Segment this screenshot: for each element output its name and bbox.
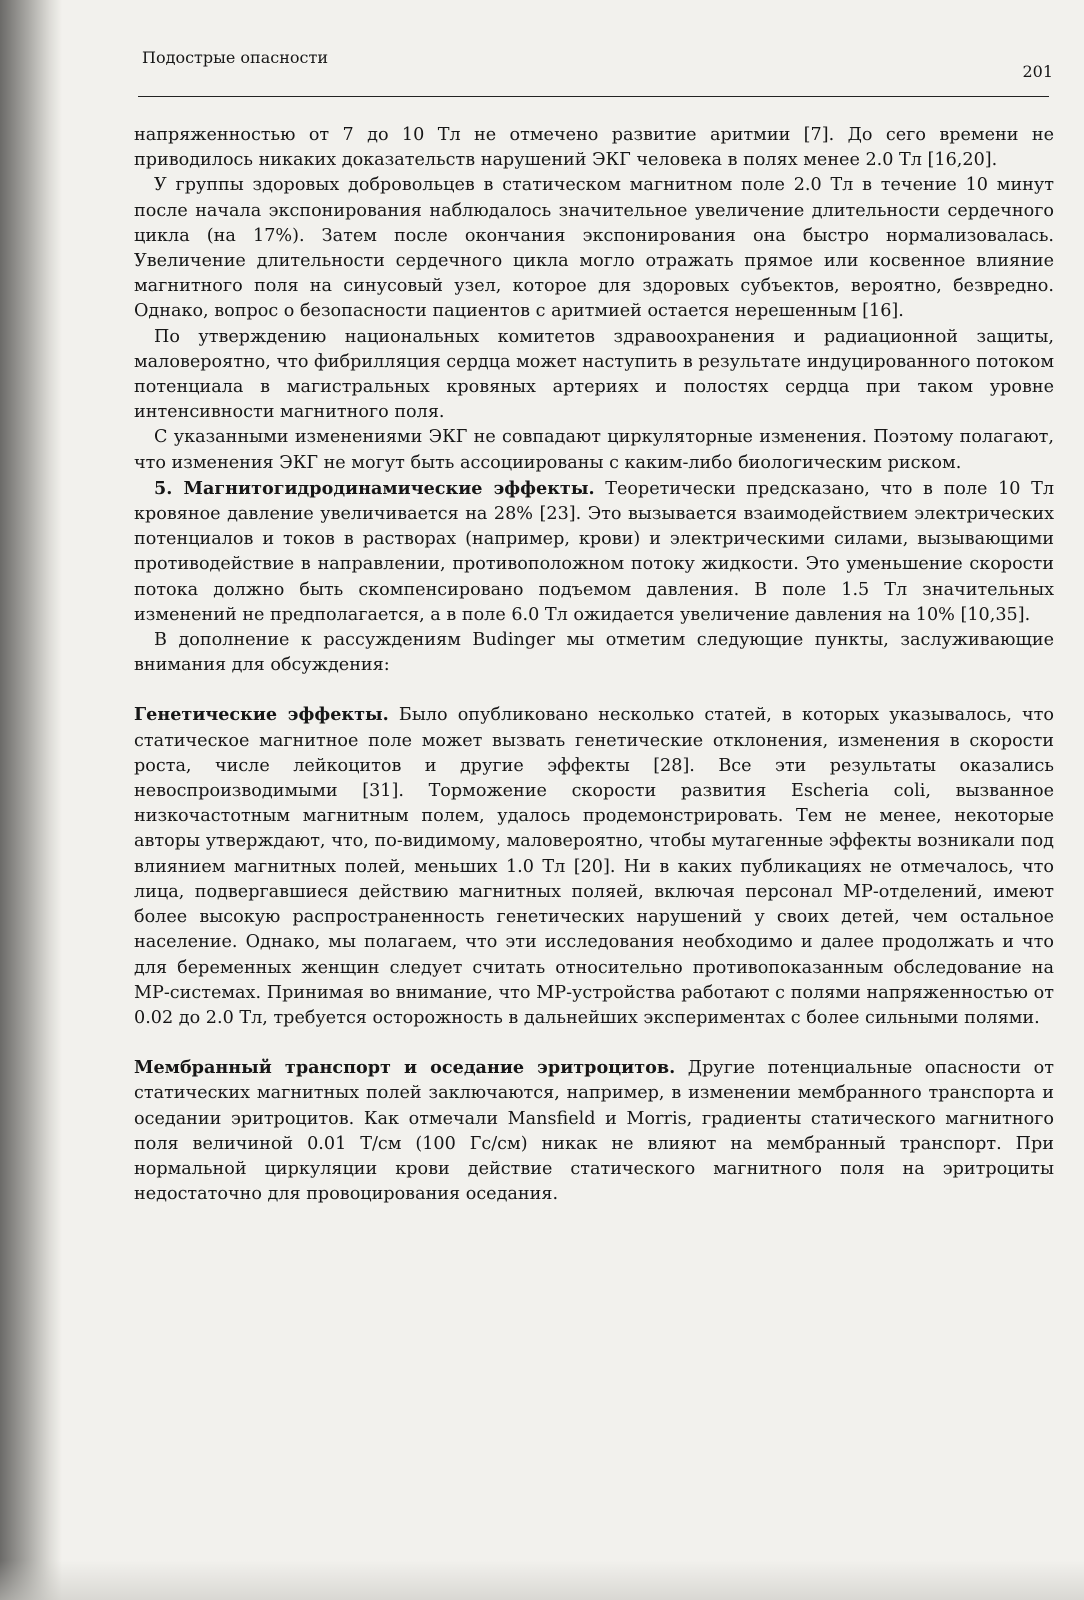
book-page — [118, 0, 1053, 1600]
paragraph-volunteers: У группы здоровых добровольцев в статическом магнитном поле 2.0 Тл в течение 10 минут после начала экспонирования наблюдалось значительное увеличение длительности сердечного цикла (на 17%). Затем после окончания экспонирования она быстро нормализовалась. Увеличение длительности сердечного цикла могло отражать прямое или косвенное влияние магнитного поля на синусовый узел, которое для здоровых субъектов, вероятно, безвредно. Однако, вопрос о безопасности пациентов с аритмией остается нерешенным [16]. — [134, 175, 1054, 322]
paragraph-mhd-text: Теоретически предсказано, что в поле 10 Тл кровяное давление увеличивается на 28% [23]. Это вызывается взаимодействием электрических потенциалов и токов в растворах (например, крови) и электрическими силами, вызывающими противодействие в направлении, противоположном потоку жидкости. Это уменьшение скорости потока должно быть скомпенсировано подъемом давления. В поле 1.5 Тл значительных изменений не предполагается, а в поле 6.0 Тл ожидается увеличение давления на 10% [10,35]. — [134, 478, 1054, 625]
paragraph-fibrillation: По утверждению национальных комитетов здравоохранения и радиационной защиты, маловероятно, что фибрилляция сердца может наступить в результате индуцированного потоком потенциала в магистральных кровяных артериях и полостях сердца при таком уровне интенсивности магнитного поля. — [134, 326, 1054, 423]
header-rule — [138, 96, 1049, 97]
body-text — [134, 123, 1054, 1207]
paragraph-membrane — [134, 1055, 1054, 1207]
paragraph-magnetohydrodynamic — [134, 476, 1054, 628]
paragraph-genetic-text: Было опубликовано несколько статей, в которых указывалось, что статическое магнитное поле может вызвать генетические отклонения, изменения в скорости роста, числе лейкоцитов и другие эффекты [28]. Все эти результаты оказались невоспроизводимыми [31]. Торможение скорости развития Escheria coli, вызванное низкочастотным магнитным полем, удалось продемонстрировать. Тем не менее, некоторые авторы утверждают, что, по-видимому, маловероятно, чтобы мутагенные эффекты возникали под влиянием магнитных полей, меньших 1.0 Тл [20]. Ни в каких публикациях не отмечалось, что лица, подвергавшиеся действию магнитных поляей, включая персонал МР-отделений, имеют более высокую распространенность генетических нарушений у своих детей, чем остальное население. Однако, мы полагаем, что эти исследования необходимо и далее продолжать и что для беременных женщин следует считать относительно противопоказанным обследование на МР-системах. Принимая во внимание, что МР-устройства работают с полями напряженностью от 0.02 до 2.0 Тл, требуется осторожность в дальнейших экспериментах с более сильными полями. — [134, 705, 1054, 1028]
section-heading-membrane: Мембранный транспорт и оседание эритроцитов. — [134, 1057, 676, 1079]
page-binding-shadow — [0, 0, 62, 1600]
page-number: 201 — [1022, 62, 1053, 81]
paragraph-budinger: В дополнение к рассуждениям Budinger мы отметим следующие пункты, заслуживающие внимания для обсуждения: — [134, 630, 1054, 676]
paragraph-continuation: напряженностью от 7 до 10 Тл не отмечено развитие аритмии [7]. До сего времени не приводилось никаких доказательств нарушений ЭКГ человека в полях менее 2.0 Тл [16,20]. — [134, 125, 1054, 171]
section-heading-genetic: Генетические эффекты. — [134, 704, 389, 726]
section-heading-mhd: 5. Магнитогидродинамические эффекты. — [154, 477, 595, 499]
paragraph-genetic — [134, 702, 1054, 1031]
paragraph-circulatory: С указанными изменениями ЭКГ не совпадают циркуляторные изменения. Поэтому полагают, что изменения ЭКГ не могут быть ассоциированы с каким-либо биологическим риском. — [134, 427, 1054, 473]
paragraph-membrane-text: Другие потенциальные опасности от статических магнитных полей заключаются, например, в изменении мембранного транспорта и оседании эритроцитов. Как отмечали Mansfield и Morris, градиенты статического магнитного поля величиной 0.01 Т/см (100 Гс/см) никак не влияют на мембранный транспорт. При нормальной циркуляции крови действие статического магнитного поля на эритроциты недостаточно для провоцирования оседания. — [134, 1058, 1054, 1205]
running-title: Подострые опасности — [142, 48, 328, 67]
